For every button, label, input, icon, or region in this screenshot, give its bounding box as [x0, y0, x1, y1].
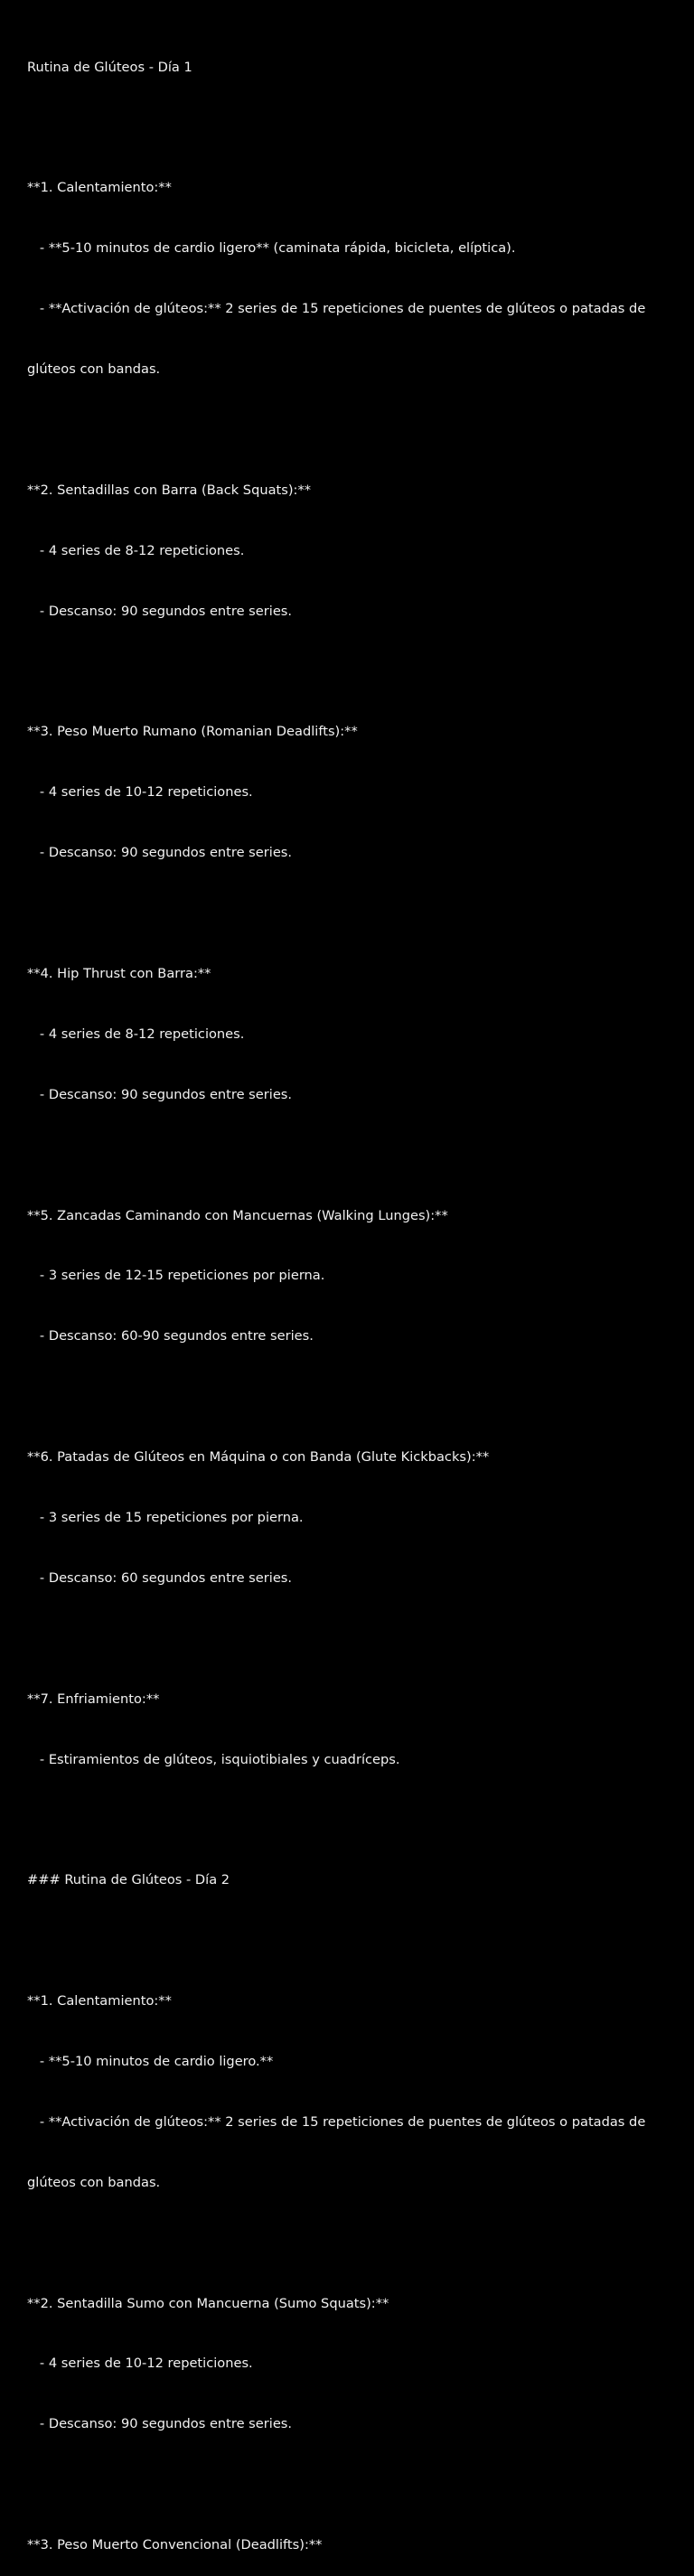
note-line — [27, 1931, 660, 1951]
note-line: **2. Sentadillas con Barra (Back Squats):** — [27, 482, 312, 498]
note-line: - Descanso: 90 segundos entre series. — [27, 845, 293, 861]
note-line: **3. Peso Muerto Convencional (Deadlifts):** — [27, 2537, 323, 2553]
note-line — [27, 2234, 660, 2253]
note-line: - Descanso: 90 segundos entre series. — [27, 603, 293, 619]
note-line: ### Rutina de Glúteos - Día 2 — [27, 1872, 230, 1888]
note-line: - 4 series de 8-12 repeticiones. — [27, 542, 245, 558]
note-line: **7. Enfriamiento:** — [27, 1691, 160, 1707]
note-line: **1. Calentamiento:** — [27, 180, 172, 196]
note-line: glúteos con bandas. — [27, 2174, 161, 2190]
note-line — [27, 420, 660, 440]
note-line: **5. Zancadas Caminando con Mancuernas (Walking Lunges):** — [27, 1207, 448, 1223]
note-line — [27, 662, 660, 682]
note-line: - 4 series de 8-12 repeticiones. — [27, 1026, 245, 1042]
note-line: - 3 series de 15 repeticiones por pierna. — [27, 1509, 304, 1525]
note-line — [27, 1146, 660, 1166]
note-line: - **5-10 minutos de cardio ligero.** — [27, 2053, 274, 2069]
note-line — [27, 117, 660, 137]
note-line: - Descanso: 60-90 segundos entre series. — [27, 1328, 314, 1344]
note-line: Rutina de Glúteos - Día 1 — [27, 59, 192, 75]
note-line: - 4 series de 10-12 repeticiones. — [27, 2356, 253, 2372]
note-line: - Descanso: 60 segundos entre series. — [27, 1569, 293, 1586]
note-line: - **Activación de glúteos:** 2 series de 15 repeticiones de puentes de glúteos o patadas de — [27, 2113, 646, 2130]
note-line — [27, 1387, 660, 1407]
note-line: - Descanso: 90 segundos entre series. — [27, 1086, 293, 1102]
note-line: glúteos con bandas. — [27, 361, 161, 378]
note-line: - Estiramientos de glúteos, isquiotibiales y cuadríceps. — [27, 1751, 400, 1767]
note-line — [27, 2475, 660, 2495]
note-text-body[interactable] — [27, 17, 660, 2576]
note-line: - **Activación de glúteos:** 2 series de 15 repeticiones de puentes de glúteos o patadas de — [27, 301, 646, 317]
note-line: **2. Sentadilla Sumo con Mancuerna (Sumo Squats):** — [27, 2295, 389, 2311]
note-line: - Descanso: 90 segundos entre series. — [27, 2416, 293, 2432]
note-line — [27, 904, 660, 923]
note-line: **1. Calentamiento:** — [27, 1993, 172, 2009]
note-line: **4. Hip Thrust con Barra:** — [27, 965, 211, 981]
note-line — [27, 1629, 660, 1649]
note-line: - 4 series de 10-12 repeticiones. — [27, 784, 253, 801]
note-line: **3. Peso Muerto Rumano (Romanian Deadlifts):** — [27, 724, 358, 740]
note-line — [27, 1810, 660, 1830]
note-line: **6. Patadas de Glúteos en Máquina o con Banda (Glute Kickbacks):** — [27, 1449, 490, 1466]
note-line: - **5-10 minutos de cardio ligero** (caminata rápida, bicicleta, elíptica). — [27, 240, 516, 257]
note-line: - 3 series de 12-15 repeticiones por pierna. — [27, 1268, 325, 1284]
